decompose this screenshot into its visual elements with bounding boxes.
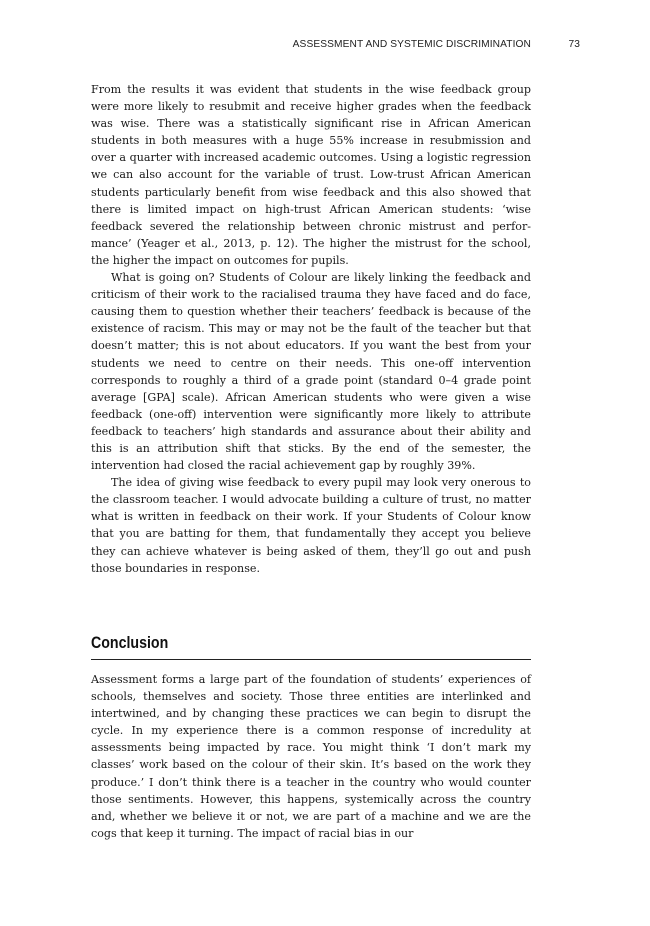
page-number: 73 [568,39,580,50]
conclusion-body [91,671,531,842]
paragraph-results: From the results it was evident that students in the wise feedback group were more likely to resubmit and receive higher grades when the feedback was wise. There was a statistically significant rise in African American students in both measures with a huge 55% increase in resubmission and over a quarter with increased academic outcomes. Using a logistic regression we can also account for the variable of trust. Low-trust African American students particularly benefit from wise feedback and this also showed that there is limited impact on high-trust African American students: ‘wise feedback severed the relationship between chronic mistrust and performance’ (Yeager et al., 2013, p. 12). The higher the mistrust for the school, the higher the impact on outcomes for pupils. [91,83,531,267]
body-text [91,81,531,577]
running-head-title: ASSESSMENT AND SYSTEMIC DISCRIMINATION [292,39,531,50]
section-divider [91,659,531,660]
paragraph-conclusion: Assessment forms a large part of the foundation of students’ experiences of schools, themselves and society. Those three entities are interlinked and intertwined, and by changing these practices we can begin to disrupt the cycle. In my experience there is a common response of incredulity at assessments being impacted by race. You might think ‘I don’t mark my classes’ work based on the colour of their skin. It’s based on the work they produce.’ I don’t think there is a teacher in the country who would counter those sentiments. However, this happens, systemically across the country and, whether we believe it or not, we are part of a machine and we are the cogs that keep it turning. The impact of racial bias in our [91,673,531,840]
paragraph-wise-feedback: The idea of giving wise feedback to every pupil may look very onerous to the classroom teacher. I would advocate building a culture of trust, no matter what is written in feedback on their work. If your Students of Colour know that you are batting for them, that fundamentally they accept you believe they can achieve whatever is being asked of them, they’ll go out and push those boundaries in response. [91,476,531,575]
section-heading-conclusion: Conclusion [91,634,169,652]
running-head [91,37,580,53]
paragraph-what-is-going-on: What is going on? Students of Colour are likely linking the feedback and criticism of their work to the racialised trauma they have faced and do face, causing them to question whether their teachers’ feedback is because of the existence of racism. This may or may not be the fault of the teacher but that doesn’t matter; this is not about educators. If you want the best from your students we need to centre on their needs. This one-off intervention corresponds to roughly a third of a grade point (standard 0–4 grade point average [GPA] scale). African American students who were given a wise feedback (one-off) intervention were significantly more likely to attribute feedback to teachers’ high standards and assurance about their ability and this is an attribution shift that sticks. By the end of the semester, the intervention had closed the racial achievement gap by roughly 39%. [91,271,531,473]
